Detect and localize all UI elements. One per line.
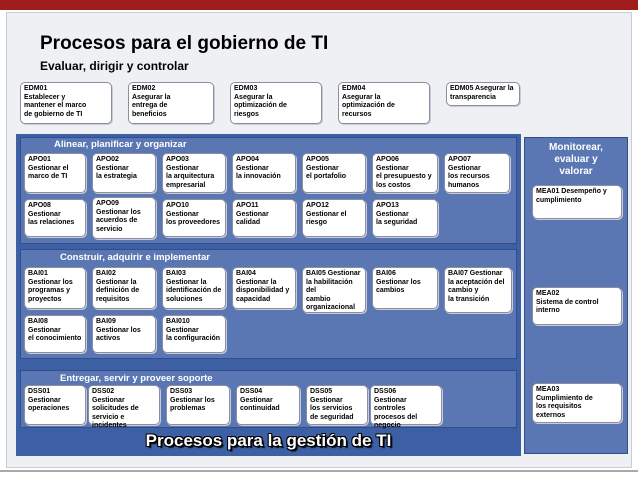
process-box-bai08: BAI08 Gestionar el conocimiento bbox=[24, 315, 86, 353]
edm-section-title: Evaluar, dirigir y controlar bbox=[40, 59, 189, 73]
group-mea-label: Monitorear, evaluar y valorar bbox=[549, 142, 603, 177]
process-box-dss03: DSS03 Gestionar los problemas bbox=[166, 385, 230, 425]
process-box-apo08: APO08 Gestionar las relaciones bbox=[24, 199, 86, 237]
process-box-dss06: DSS06 Gestionar controles procesos del negocio bbox=[370, 385, 442, 425]
process-box-edm02: EDM02 Asegurar la entrega de beneficios bbox=[128, 82, 214, 124]
process-box-bai07: BAI07 Gestionar la aceptación del cambio y la transición bbox=[444, 267, 512, 313]
process-box-mea01: MEA01 Desempeño y cumplimiento bbox=[532, 185, 622, 219]
process-box-edm05: EDM05 Asegurar la transparencia bbox=[446, 82, 520, 106]
process-box-edm04: EDM04 Asegurar la optimización de recursos bbox=[338, 82, 430, 124]
process-box-dss04: DSS04 Gestionar continuidad bbox=[236, 385, 300, 425]
process-box-apo03: APO03 Gestionar la arquitectura empresarial bbox=[162, 153, 226, 193]
process-box-apo04: APO04 Gestionar la innovación bbox=[232, 153, 296, 193]
process-box-apo13: APO13 Gestionar la seguridad bbox=[372, 199, 438, 237]
process-box-apo06: APO06 Gestionar el presupuesto y los costos bbox=[372, 153, 438, 193]
group-dss-label: Entregar, servir y proveer soporte bbox=[60, 373, 213, 384]
group-bai-label: Construir, adquirir e implementar bbox=[60, 252, 210, 263]
top-accent-bar bbox=[0, 0, 638, 10]
process-box-dss05: DSS05 Gestionar los servicios de seguridad bbox=[306, 385, 368, 425]
process-box-apo01: APO01 Gestionar el marco de TI bbox=[24, 153, 86, 193]
process-box-bai09: BAI09 Gestionar los activos bbox=[92, 315, 156, 353]
process-box-bai02: BAI02 Gestionar la definición de requisitos bbox=[92, 267, 156, 309]
process-box-mea03: MEA03 Cumplimiento de los requisitos externos bbox=[532, 383, 622, 423]
process-box-edm01: EDM01 Establecer y mantener el marco de gobierno de TI bbox=[20, 82, 112, 124]
process-box-apo07: APO07 Gestionar los recursos humanos bbox=[444, 153, 510, 193]
process-box-apo05: APO05 Gestionar el portafolio bbox=[302, 153, 366, 193]
process-box-bai010: BAI010 Gestionar la configuración bbox=[162, 315, 226, 353]
process-box-apo02: APO02 Gestionar la estrategia bbox=[92, 153, 156, 193]
process-box-bai04: BAI04 Gestionar la disponibilidad y capacidad bbox=[232, 267, 296, 309]
process-box-mea02: MEA02 Sistema de control interno bbox=[532, 287, 622, 325]
process-box-edm03: EDM03 Asegurar la optimización de riesgos bbox=[230, 82, 322, 124]
process-box-dss01: DSS01 Gestionar operaciones bbox=[24, 385, 86, 425]
process-box-bai03: BAI03 Gestionar la identificación de soluciones bbox=[162, 267, 226, 309]
process-box-bai06: BAI06 Gestionar los cambios bbox=[372, 267, 438, 309]
process-box-bai05: BAI05 Gestionar la habilitación del cambio organizacional bbox=[302, 267, 366, 313]
process-box-dss02: DSS02 Gestionar solicitudes de servicio e incidentes bbox=[88, 385, 160, 425]
management-label: Procesos para la gestión de TI bbox=[145, 431, 392, 450]
page-title: Procesos para el gobierno de TI bbox=[40, 33, 329, 54]
process-box-apo09: APO09 Gestionar los acuerdos de servicio bbox=[92, 197, 156, 239]
process-box-apo12: APO12 Gestionar el riesgo bbox=[302, 199, 366, 237]
bottom-divider bbox=[0, 470, 638, 472]
group-apo-label: Alinear, planificar y organizar bbox=[54, 139, 187, 150]
process-box-apo11: APO11 Gestionar calidad bbox=[232, 199, 296, 237]
process-box-bai01: BAI01 Gestionar los programas y proyectos bbox=[24, 267, 86, 309]
process-box-apo10: APO10 Gestionar los proveedores bbox=[162, 199, 226, 237]
